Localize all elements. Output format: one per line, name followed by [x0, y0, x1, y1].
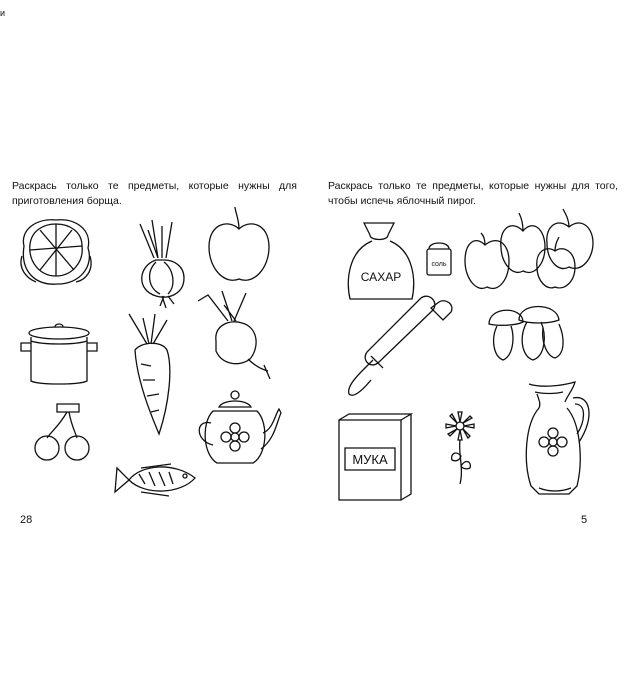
right-page-number: 5	[581, 514, 588, 526]
sugar-bag-picture[interactable]	[344, 221, 418, 303]
left-page-number: 28	[20, 514, 33, 526]
carrot-picture[interactable]	[121, 314, 181, 436]
right-instruction: Раскрась только те предметы, которые нужны для того, чтобы испечь яблочный пирог.	[328, 180, 618, 207]
fish-picture[interactable]	[111, 460, 201, 500]
left-page	[0, 0, 319, 696]
mushrooms-picture[interactable]	[485, 302, 569, 364]
pot-picture[interactable]	[19, 321, 99, 387]
right-page	[320, 0, 639, 696]
cherries-picture[interactable]	[33, 402, 93, 464]
flour-box-picture[interactable]	[335, 412, 415, 504]
salt-shaker-picture[interactable]	[423, 239, 455, 277]
rolling-pin-picture[interactable]	[343, 294, 463, 398]
jug-picture[interactable]	[521, 378, 595, 496]
flour-label: МУКА	[352, 452, 388, 467]
salt-label: соль	[431, 261, 447, 268]
sugar-label: САХАР	[360, 270, 402, 284]
corner-mark: и	[0, 8, 6, 18]
apple-picture[interactable]	[205, 207, 273, 287]
apples-picture[interactable]	[465, 207, 599, 293]
onion-picture[interactable]	[134, 220, 190, 308]
cabbage-picture[interactable]	[16, 216, 96, 288]
flower-picture[interactable]	[444, 410, 476, 484]
teapot-picture[interactable]	[191, 389, 283, 469]
beet-picture[interactable]	[194, 291, 274, 379]
left-instruction: Раскрась только те предметы, которые нужны для приготовления борща.	[12, 180, 297, 207]
